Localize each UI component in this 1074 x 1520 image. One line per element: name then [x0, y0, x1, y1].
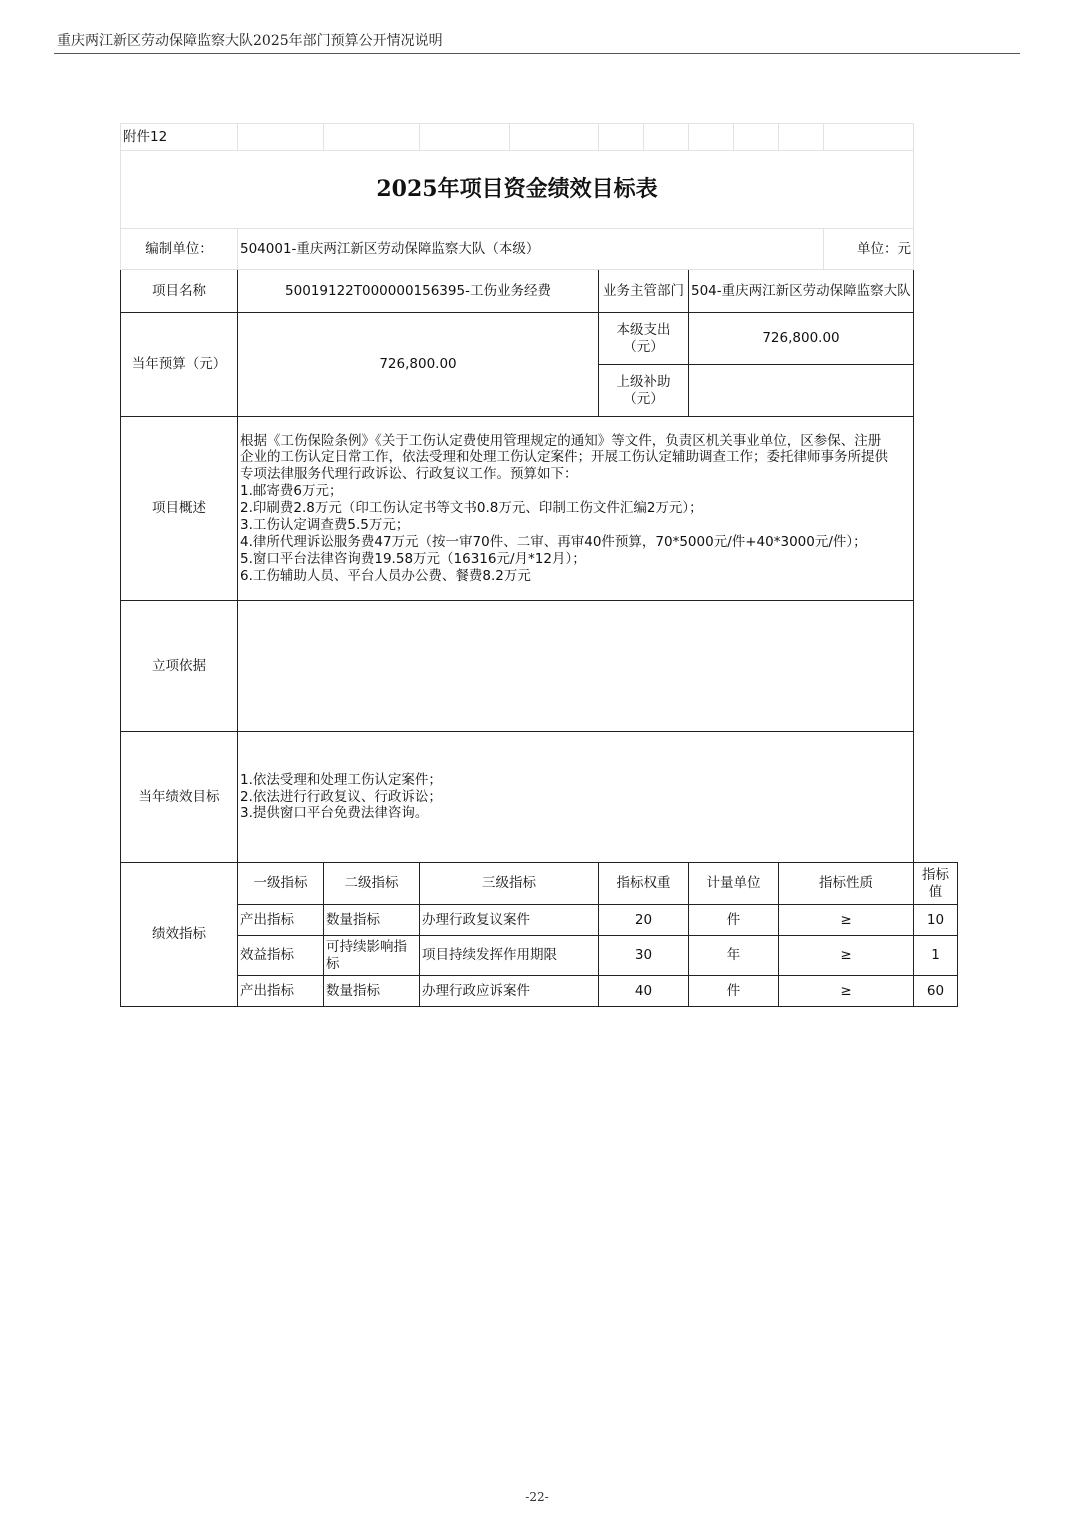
project-name-label: 项目名称: [121, 270, 238, 313]
indicator-header: 指标值: [914, 863, 958, 905]
attachment-row: [121, 124, 958, 151]
indicator-nature: ≥: [779, 976, 914, 1007]
level2-indicator: 数量指标: [324, 905, 420, 936]
indicators-label: 绩效指标: [121, 863, 238, 1007]
overview-line: 专项法律服务代理行政诉讼、行政复议工作。预算如下：: [240, 466, 578, 483]
overview-line: 5.窗口平台法律咨询费19.58万元（16316元/月*12月）；: [240, 550, 586, 567]
table-row: [121, 905, 958, 936]
indicator-header: 三级指标: [420, 863, 599, 905]
currency-unit: 单位：元: [824, 229, 914, 270]
title-row: [121, 151, 958, 229]
level3-indicator: 办理行政复议案件: [420, 905, 599, 936]
own-expenditure-value: 726,800.00: [689, 313, 914, 365]
indicator-header: 指标权重: [599, 863, 689, 905]
goal-line: 2.依法进行行政复议、行政诉讼；: [240, 788, 442, 805]
overview-line: 3.工伤认定调查费5.5万元；: [240, 516, 410, 533]
unit-row: [121, 229, 958, 270]
header-divider: [54, 53, 1020, 54]
overview-line: 4.律所代理诉讼服务费47万元（按一审70件、二审、再审40件预算，70*5000元/件+40*3000元/件）；: [240, 533, 867, 550]
overview-line: 6.工伤辅助人员、平台人员办公费、餐费8.2万元: [240, 567, 531, 584]
goals-text: [238, 732, 914, 863]
overview-line: 2.印刷费2.8万元（印工伤认定书等文书0.8万元、印制工伤文件汇编2万元）；: [240, 500, 703, 517]
compiling-unit-value: 504001-重庆两江新区劳动保障监察大队（本级）: [238, 229, 824, 270]
table-row: [121, 936, 958, 976]
level1-indicator: 效益指标: [238, 936, 324, 976]
overview-line: 1.邮寄费6万元；: [240, 483, 343, 500]
overview-line: 企业的工伤认定日常工作，依法受理和处理工伤认定案件；开展工伤认定辅助调查工作；委托律师事务所提供: [240, 449, 888, 466]
level3-indicator: 项目持续发挥作用期限: [420, 936, 599, 976]
goals-label: 当年绩效目标: [121, 732, 238, 863]
superior-subsidy-value: [689, 365, 914, 417]
level1-indicator: 产出指标: [238, 905, 324, 936]
measurement-unit: 件: [689, 905, 779, 936]
goals-row: [121, 732, 958, 863]
indicator-value: 10: [914, 905, 958, 936]
indicator-weight: 30: [599, 936, 689, 976]
own-expenditure-label: 本级支出（元）: [599, 313, 689, 365]
indicator-header: 二级指标: [324, 863, 420, 905]
measurement-unit: 年: [689, 936, 779, 976]
project-name-value: 50019122T000000156395-工伤业务经费: [238, 270, 599, 313]
indicator-weight: 20: [599, 905, 689, 936]
budget-row-own: [121, 313, 958, 365]
goal-line: 3.提供窗口平台免费法律咨询。: [240, 805, 429, 822]
indicator-header: 一级指标: [238, 863, 324, 905]
performance-target-table: [120, 123, 958, 1007]
indicator-nature: ≥: [779, 936, 914, 976]
overview-label: 项目概述: [121, 417, 238, 601]
goal-line: 1.依法受理和处理工伤认定案件；: [240, 771, 442, 788]
page-number: -22-: [525, 1490, 549, 1504]
page-header: 重庆两江新区劳动保障监察大队2025年部门预算公开情况说明: [57, 33, 443, 49]
department-label: 业务主管部门: [599, 270, 689, 313]
level3-indicator: 办理行政应诉案件: [420, 976, 599, 1007]
indicator-value: 60: [914, 976, 958, 1007]
overview-text: [238, 417, 914, 601]
indicator-value: 1: [914, 936, 958, 976]
annual-budget-total: 726,800.00: [238, 313, 599, 417]
overview-row: [121, 417, 958, 601]
superior-subsidy-label: 上级补助（元）: [599, 365, 689, 417]
indicator-nature: ≥: [779, 905, 914, 936]
level2-indicator: 可持续影响指标: [324, 936, 420, 976]
indicator-header-row: [121, 863, 958, 905]
indicator-weight: 40: [599, 976, 689, 1007]
basis-label: 立项依据: [121, 601, 238, 732]
compiling-unit-label: 编制单位：: [121, 229, 238, 270]
table-title: 2025年项目资金绩效目标表: [121, 151, 914, 229]
project-name-row: [121, 270, 958, 313]
measurement-unit: 件: [689, 976, 779, 1007]
level1-indicator: 产出指标: [238, 976, 324, 1007]
indicator-header: 指标性质: [779, 863, 914, 905]
overview-line: 根据《工伤保险条例》《关于工伤认定费使用管理规定的通知》等文件，负责区机关事业单位，区参保、注册: [240, 432, 882, 449]
table-row: [121, 976, 958, 1007]
attachment-label: 附件12: [121, 124, 238, 151]
indicator-header: 计量单位: [689, 863, 779, 905]
annual-budget-label: 当年预算（元）: [121, 313, 238, 417]
basis-row: [121, 601, 958, 732]
level2-indicator: 数量指标: [324, 976, 420, 1007]
department-value: 504-重庆两江新区劳动保障监察大队: [689, 270, 914, 313]
basis-text: [238, 601, 914, 732]
